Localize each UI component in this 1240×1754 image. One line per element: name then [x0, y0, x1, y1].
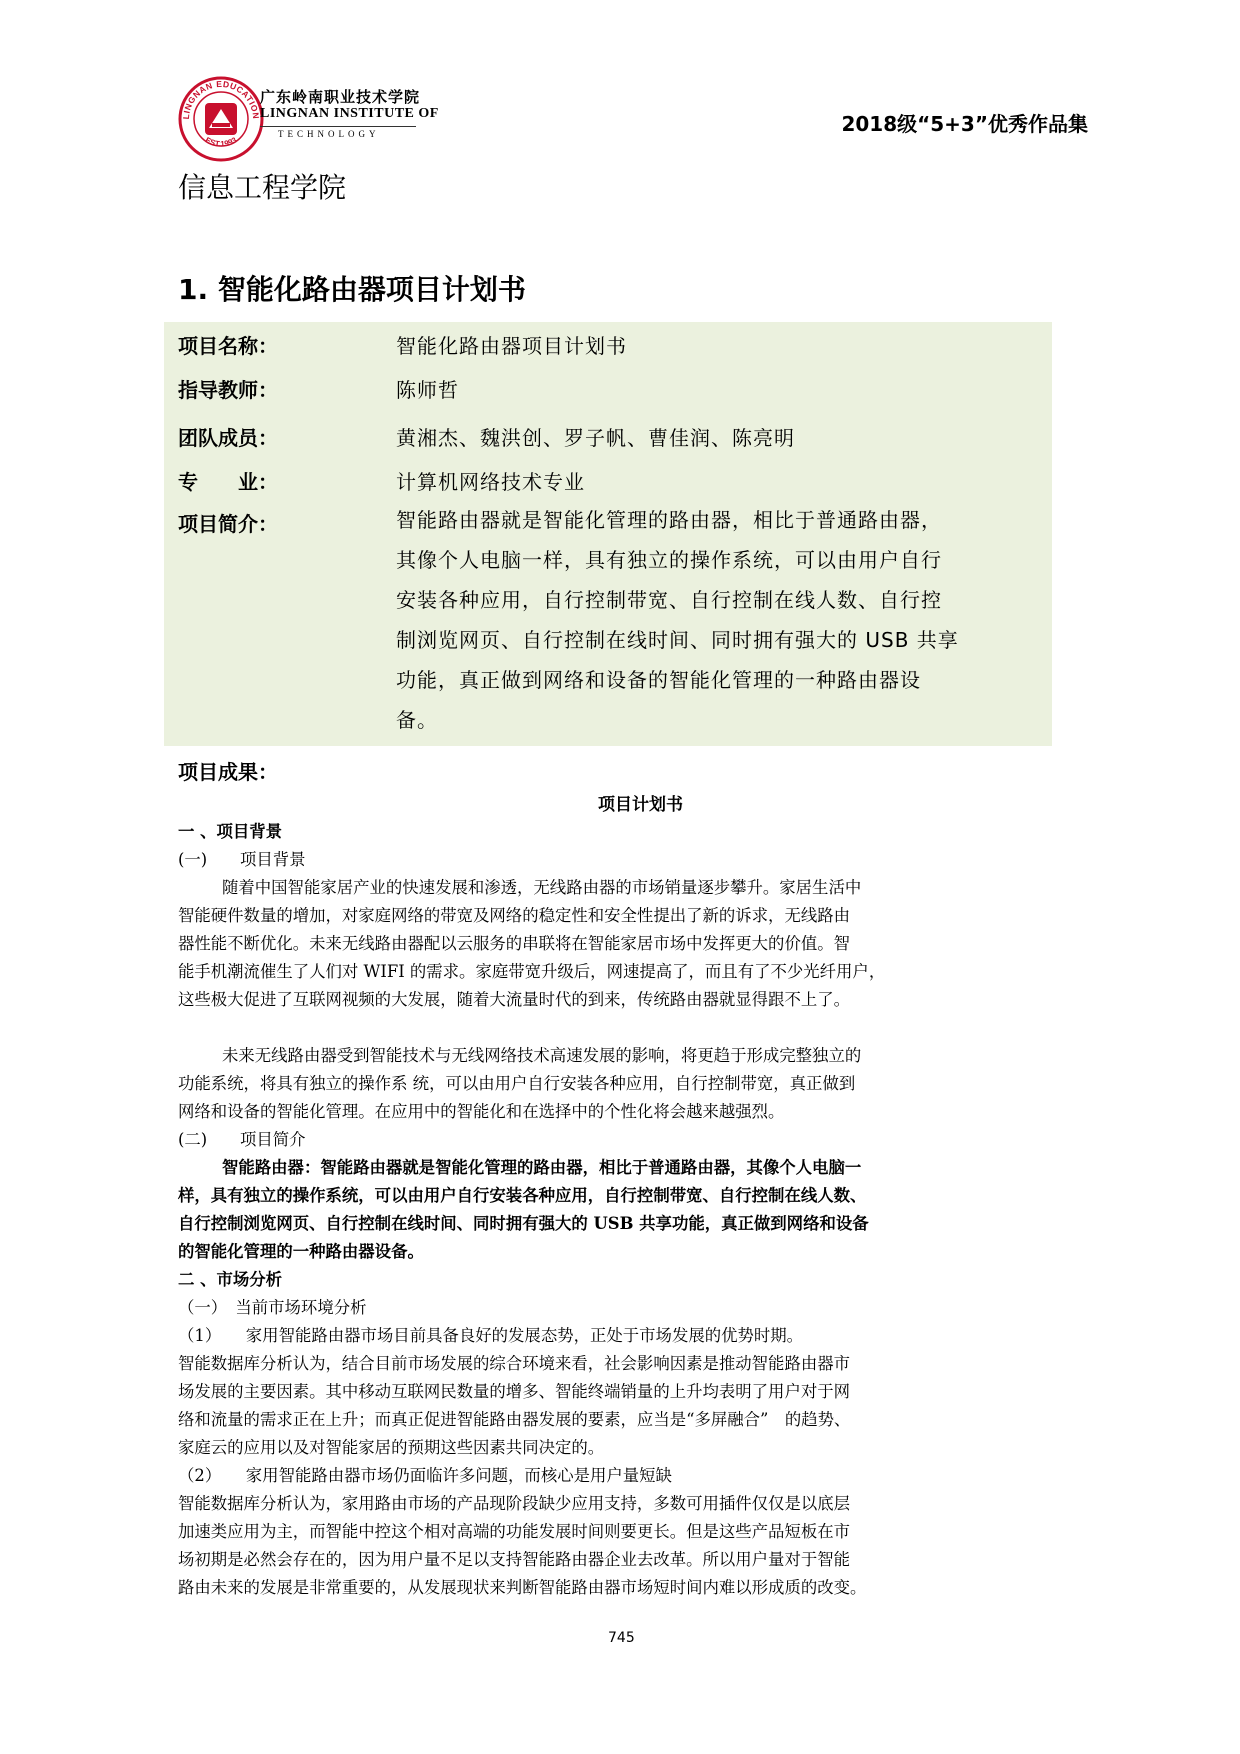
paragraph-line: 未来无线路由器受到智能技术与无线网络技术高速发展的影响，将更趋于形成完整独立的 — [222, 1046, 862, 1065]
paragraph-line: 功能系统，将具有独立的操作系 统，可以由用户自行安装各种应用，自行控制带宽，真正做到 — [178, 1074, 856, 1093]
intro-line: 安装各种应用，自行控制带宽、自行控制在线人数、自行控 — [396, 588, 942, 612]
paragraph-line: 自行控制浏览网页、自行控制在线时间、同时拥有强大的 USB 共享功能，真正做到网络和设备 — [178, 1214, 869, 1233]
paragraph-line: 加速类应用为主，而智能中控这个相对高端的功能发展时间则要更长。但是这些产品短板在市 — [178, 1522, 851, 1541]
paragraph-line: 网络和设备的智能化管理。在应用中的智能化和在选择中的个性化将会越来越强烈。 — [178, 1102, 785, 1121]
seal-top-text: LINGNAN EDUCATION — [180, 78, 262, 120]
institute-name-en-sub: TECHNOLOGY — [278, 129, 380, 139]
paragraph-line: 场发展的主要因素。其中移动互联网民数量的增多、智能终端销量的上升均表明了用户对于网 — [178, 1382, 851, 1401]
project-info-table — [164, 322, 1052, 746]
paragraph-line: 场初期是必然会存在的，因为用户量不足以支持智能路由器企业去改革。所以用户量对于智能 — [178, 1550, 851, 1569]
members-value: 黄湘杰、魏洪创、罗子帆、曹佳润、陈亮明 — [396, 426, 795, 450]
paragraph-line: 智能硬件数量的增加，对家庭网络的带宽及网络的稳定性和安全性提出了新的诉求，无线路由 — [178, 906, 851, 925]
results-label: 项目成果： — [178, 760, 278, 784]
svg-text:EST.1993 — [204, 135, 239, 149]
paragraph-line: 样，具有独立的操作系统，可以由用户自行安装各种应用，自行控制带宽、自行控制在线人数、 — [178, 1186, 867, 1205]
institute-name-cn: 广东岭南职业技术学院 — [260, 88, 421, 106]
college-name: 信息工程学院 — [178, 171, 347, 204]
major-value: 计算机网络技术专业 — [396, 470, 585, 494]
section-2-1-heading: （一） 当前市场环境分析 — [178, 1298, 367, 1317]
institute-name-en: LINGNAN INSTITUTE OF — [260, 106, 439, 121]
paragraph-line: 智能数据库分析认为，结合目前市场发展的综合环境来看，社会影响因素是推动智能路由器市 — [178, 1354, 851, 1373]
collection-title: 2018级“5+3”优秀作品集 — [841, 112, 1088, 136]
institute-seal-icon — [178, 76, 264, 162]
section-2-1-2-heading: （2） 家用智能路由器市场仍面临许多问题，而核心是用户量短缺 — [178, 1466, 672, 1485]
institute-logo — [178, 76, 450, 162]
paragraph-line: 能手机潮流催生了人们对 WIFI 的需求。家庭带宽升级后，网速提高了，而且有了不少光纤用户， — [178, 962, 886, 981]
section-2-heading: 二 、市场分析 — [178, 1270, 283, 1289]
paragraph-line: 这些极大促进了互联网视频的大发展，随着大流量时代的到来，传统路由器就显得跟不上了。 — [178, 990, 851, 1009]
paragraph-line: 路由未来的发展是非常重要的，从发展现状来判断智能路由器市场短时间内难以形成质的改变。 — [178, 1578, 867, 1597]
paragraph-line: 随着中国智能家居产业的快速发展和渗透，无线路由器的市场销量逐步攀升。家居生活中 — [222, 878, 862, 897]
members-label: 团队成员： — [178, 426, 278, 450]
intro-label: 项目简介： — [178, 512, 278, 536]
paragraph-line: 络和流量的需求正在上升；而真正促进智能路由器发展的要素，应当是“多屏融合” 的趋势、 — [178, 1410, 851, 1429]
intro-line: 备。 — [396, 708, 438, 732]
intro-line: 其像个人电脑一样，具有独立的操作系统，可以由用户自行 — [396, 548, 942, 572]
paragraph-line: 器性能不断优化。未来无线路由器配以云服务的串联将在智能家居市场中发挥更大的价值。智 — [178, 934, 851, 953]
section-1-1-heading: (一) 项目背景 — [178, 850, 306, 869]
page-number: 745 — [608, 1630, 635, 1646]
logo-divider — [260, 126, 416, 127]
section-1-heading: 一 、项目背景 — [178, 822, 283, 841]
major-label: 专 业： — [178, 470, 278, 494]
teacher-value: 陈师哲 — [396, 378, 459, 402]
project-heading: 1. 智能化路由器项目计划书 — [178, 273, 526, 306]
section-1-2-heading: (二) 项目简介 — [178, 1130, 306, 1149]
paragraph-line: 智能数据库分析认为，家用路由市场的产品现阶段缺少应用支持，多数可用插件仅仅是以底层 — [178, 1494, 851, 1513]
intro-line: 智能路由器就是智能化管理的路由器，相比于普通路由器， — [396, 508, 942, 532]
plan-title: 项目计划书 — [598, 795, 683, 815]
paragraph-line: 的智能化管理的一种路由器设备。 — [178, 1242, 424, 1261]
intro-line: 功能，真正做到网络和设备的智能化管理的一种路由器设 — [396, 668, 921, 692]
seal-bottom-text: EST.1993 — [203, 135, 239, 149]
section-2-1-1-heading: （1） 家用智能路由器市场目前具备良好的发展态势，正处于市场发展的优势时期。 — [178, 1326, 804, 1345]
paragraph-line: 家庭云的应用以及对智能家居的预期这些因素共同决定的。 — [178, 1438, 605, 1457]
name-label: 项目名称： — [178, 334, 278, 358]
intro-value — [396, 500, 1038, 740]
intro-line: 制浏览网页、自行控制在线时间、同时拥有强大的 USB 共享 — [396, 628, 959, 652]
paragraph-line: 智能路由器：智能路由器就是智能化管理的路由器，相比于普通路由器，其像个人电脑一 — [222, 1158, 862, 1177]
name-value: 智能化路由器项目计划书 — [396, 334, 627, 358]
teacher-label: 指导教师： — [178, 378, 278, 402]
